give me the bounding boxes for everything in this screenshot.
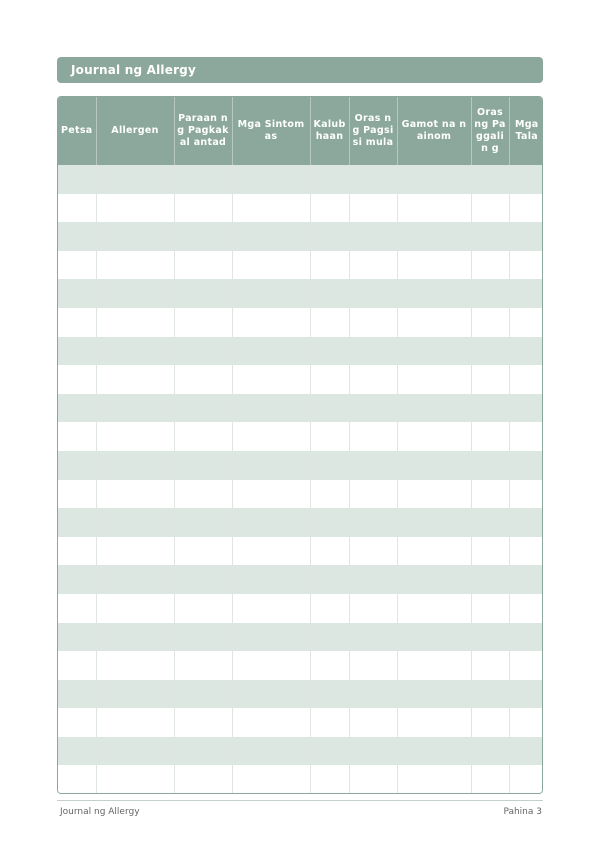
- table-cell[interactable]: [232, 623, 310, 652]
- table-cell[interactable]: [509, 565, 543, 594]
- table-cell[interactable]: [397, 680, 471, 709]
- table-cell[interactable]: [96, 308, 174, 337]
- table-cell[interactable]: [174, 537, 232, 566]
- table-row: [58, 394, 543, 423]
- table-cell[interactable]: [174, 451, 232, 480]
- table-cell[interactable]: [471, 508, 509, 537]
- table-cell[interactable]: [349, 222, 397, 251]
- table-cell[interactable]: [58, 365, 96, 394]
- column-header-oras-pagsisimula: Oras ng Pagsisi mula: [349, 97, 397, 165]
- table-cell[interactable]: [232, 308, 310, 337]
- table-cell[interactable]: [397, 565, 471, 594]
- table-row: [58, 737, 543, 766]
- table-cell[interactable]: [349, 508, 397, 537]
- table-cell[interactable]: [310, 680, 349, 709]
- table-row: [58, 565, 543, 594]
- table-cell[interactable]: [232, 680, 310, 709]
- table-cell[interactable]: [509, 765, 543, 794]
- table-cell[interactable]: [174, 365, 232, 394]
- table-cell[interactable]: [96, 194, 174, 223]
- table-cell[interactable]: [509, 537, 543, 566]
- table-cell[interactable]: [96, 708, 174, 737]
- journal-table: [58, 97, 543, 794]
- table-cell[interactable]: [58, 651, 96, 680]
- table-cell[interactable]: [397, 394, 471, 423]
- table-cell[interactable]: [232, 765, 310, 794]
- table-cell[interactable]: [232, 565, 310, 594]
- table-cell[interactable]: [96, 623, 174, 652]
- table-cell[interactable]: [58, 565, 96, 594]
- table-cell[interactable]: [232, 337, 310, 366]
- column-header-gamot: Gamot na nainom: [397, 97, 471, 165]
- table-cell[interactable]: [471, 279, 509, 308]
- table-cell[interactable]: [58, 680, 96, 709]
- table-cell[interactable]: [96, 365, 174, 394]
- table-cell[interactable]: [471, 708, 509, 737]
- table-cell[interactable]: [471, 251, 509, 280]
- table-cell[interactable]: [471, 222, 509, 251]
- table-cell[interactable]: [310, 194, 349, 223]
- column-header-petsa: Petsa: [58, 97, 96, 165]
- table-cell[interactable]: [96, 394, 174, 423]
- table-cell[interactable]: [58, 594, 96, 623]
- table-cell[interactable]: [509, 365, 543, 394]
- table-cell[interactable]: [96, 279, 174, 308]
- table-cell[interactable]: [397, 251, 471, 280]
- table-cell[interactable]: [349, 337, 397, 366]
- page-title: Journal ng Allergy: [71, 63, 196, 77]
- table-cell[interactable]: [471, 565, 509, 594]
- table-cell[interactable]: [349, 480, 397, 509]
- table-cell[interactable]: [232, 422, 310, 451]
- table-cell[interactable]: [232, 279, 310, 308]
- table-cell[interactable]: [310, 537, 349, 566]
- table-cell[interactable]: [349, 594, 397, 623]
- table-cell[interactable]: [58, 394, 96, 423]
- table-cell[interactable]: [96, 680, 174, 709]
- table-cell[interactable]: [96, 165, 174, 194]
- table-cell[interactable]: [310, 451, 349, 480]
- table-cell[interactable]: [310, 222, 349, 251]
- table-cell[interactable]: [310, 279, 349, 308]
- table-cell[interactable]: [471, 165, 509, 194]
- table-row: [58, 279, 543, 308]
- table-cell[interactable]: [96, 251, 174, 280]
- table-cell[interactable]: [471, 765, 509, 794]
- table-cell[interactable]: [58, 537, 96, 566]
- table-cell[interactable]: [310, 251, 349, 280]
- table-cell[interactable]: [310, 337, 349, 366]
- table-cell[interactable]: [58, 737, 96, 766]
- table-cell[interactable]: [509, 194, 543, 223]
- table-cell[interactable]: [471, 365, 509, 394]
- table-cell[interactable]: [58, 480, 96, 509]
- table-cell[interactable]: [349, 680, 397, 709]
- table-cell[interactable]: [310, 308, 349, 337]
- table-cell[interactable]: [232, 394, 310, 423]
- table-cell[interactable]: [174, 251, 232, 280]
- table-cell[interactable]: [349, 308, 397, 337]
- table-row: [58, 308, 543, 337]
- table-cell[interactable]: [58, 165, 96, 194]
- table-cell[interactable]: [397, 308, 471, 337]
- table-row: [58, 251, 543, 280]
- table-cell[interactable]: [397, 737, 471, 766]
- table-cell[interactable]: [509, 680, 543, 709]
- table-cell[interactable]: [397, 480, 471, 509]
- table-cell[interactable]: [58, 451, 96, 480]
- footer-title: Journal ng Allergy: [60, 807, 140, 817]
- journal-table-frame: [57, 96, 543, 794]
- table-cell[interactable]: [471, 537, 509, 566]
- column-header-kalubhaan: Kalub haan: [310, 97, 349, 165]
- table-row: [58, 623, 543, 652]
- table-cell[interactable]: [471, 737, 509, 766]
- table-cell[interactable]: [174, 279, 232, 308]
- table-cell[interactable]: [349, 737, 397, 766]
- table-cell[interactable]: [349, 708, 397, 737]
- table-cell[interactable]: [509, 708, 543, 737]
- table-cell[interactable]: [310, 165, 349, 194]
- table-cell[interactable]: [232, 651, 310, 680]
- table-cell[interactable]: [349, 194, 397, 223]
- table-cell[interactable]: [96, 651, 174, 680]
- table-cell[interactable]: [509, 651, 543, 680]
- table-cell[interactable]: [58, 279, 96, 308]
- table-cell[interactable]: [58, 308, 96, 337]
- table-cell[interactable]: [349, 365, 397, 394]
- table-cell[interactable]: [509, 737, 543, 766]
- table-cell[interactable]: [397, 279, 471, 308]
- table-cell[interactable]: [471, 337, 509, 366]
- table-row: [58, 222, 543, 251]
- footer-divider: [57, 800, 543, 801]
- table-cell[interactable]: [397, 765, 471, 794]
- table-cell[interactable]: [397, 594, 471, 623]
- table-cell[interactable]: [310, 365, 349, 394]
- table-cell[interactable]: [349, 251, 397, 280]
- table-cell[interactable]: [96, 565, 174, 594]
- table-row: [58, 365, 543, 394]
- table-cell[interactable]: [310, 508, 349, 537]
- table-cell[interactable]: [310, 708, 349, 737]
- table-cell[interactable]: [310, 594, 349, 623]
- column-header-sintomas: Mga Sintomas: [232, 97, 310, 165]
- table-cell[interactable]: [310, 623, 349, 652]
- table-cell[interactable]: [174, 651, 232, 680]
- table-cell[interactable]: [174, 623, 232, 652]
- table-cell[interactable]: [471, 394, 509, 423]
- table-cell[interactable]: [509, 337, 543, 366]
- table-cell[interactable]: [174, 337, 232, 366]
- table-cell[interactable]: [471, 422, 509, 451]
- table-cell[interactable]: [232, 737, 310, 766]
- table-cell[interactable]: [96, 222, 174, 251]
- table-cell[interactable]: [471, 308, 509, 337]
- table-cell[interactable]: [397, 537, 471, 566]
- table-cell[interactable]: [397, 651, 471, 680]
- table-cell[interactable]: [509, 451, 543, 480]
- table-row: [58, 708, 543, 737]
- table-cell[interactable]: [96, 765, 174, 794]
- column-header-oras-paggaling: Oras ng Pa ggalin g: [471, 97, 509, 165]
- table-cell[interactable]: [349, 651, 397, 680]
- table-cell[interactable]: [96, 737, 174, 766]
- table-cell[interactable]: [174, 708, 232, 737]
- table-cell[interactable]: [471, 480, 509, 509]
- table-cell[interactable]: [471, 594, 509, 623]
- table-cell[interactable]: [509, 422, 543, 451]
- table-cell[interactable]: [174, 480, 232, 509]
- table-cell[interactable]: [174, 222, 232, 251]
- table-cell[interactable]: [96, 537, 174, 566]
- table-cell[interactable]: [58, 708, 96, 737]
- table-cell[interactable]: [509, 165, 543, 194]
- table-row: [58, 194, 543, 223]
- table-cell[interactable]: [509, 594, 543, 623]
- page-title-bar: [57, 57, 543, 83]
- table-row: [58, 337, 543, 366]
- table-cell[interactable]: [397, 623, 471, 652]
- table-cell[interactable]: [471, 451, 509, 480]
- table-cell[interactable]: [310, 765, 349, 794]
- table-cell[interactable]: [397, 165, 471, 194]
- table-cell[interactable]: [397, 708, 471, 737]
- table-cell[interactable]: [509, 251, 543, 280]
- table-header-row: [58, 97, 543, 165]
- table-row: [58, 680, 543, 709]
- table-cell[interactable]: [397, 422, 471, 451]
- table-cell[interactable]: [58, 623, 96, 652]
- table-cell[interactable]: [310, 737, 349, 766]
- table-row: [58, 594, 543, 623]
- table-cell[interactable]: [232, 222, 310, 251]
- table-cell[interactable]: [471, 680, 509, 709]
- table-cell[interactable]: [232, 480, 310, 509]
- table-cell[interactable]: [349, 451, 397, 480]
- table-cell[interactable]: [397, 194, 471, 223]
- table-cell[interactable]: [58, 508, 96, 537]
- table-cell[interactable]: [349, 565, 397, 594]
- table-cell[interactable]: [471, 651, 509, 680]
- table-cell[interactable]: [471, 623, 509, 652]
- table-cell[interactable]: [471, 194, 509, 223]
- table-cell[interactable]: [174, 165, 232, 194]
- table-cell[interactable]: [58, 765, 96, 794]
- table-body: [58, 165, 543, 794]
- table-cell[interactable]: [349, 422, 397, 451]
- table-row: [58, 451, 543, 480]
- table-cell[interactable]: [174, 565, 232, 594]
- table-cell[interactable]: [96, 337, 174, 366]
- table-cell[interactable]: [509, 394, 543, 423]
- table-cell[interactable]: [232, 451, 310, 480]
- table-cell[interactable]: [310, 565, 349, 594]
- table-cell[interactable]: [96, 480, 174, 509]
- table-cell[interactable]: [174, 765, 232, 794]
- table-cell[interactable]: [174, 680, 232, 709]
- table-cell[interactable]: [232, 165, 310, 194]
- table-cell[interactable]: [174, 394, 232, 423]
- table-cell[interactable]: [349, 394, 397, 423]
- table-cell[interactable]: [174, 737, 232, 766]
- table-cell[interactable]: [310, 480, 349, 509]
- table-cell[interactable]: [349, 765, 397, 794]
- table-cell[interactable]: [232, 508, 310, 537]
- table-cell[interactable]: [58, 194, 96, 223]
- column-header-allergen: Allergen: [96, 97, 174, 165]
- table-row: [58, 765, 543, 794]
- table-row: [58, 480, 543, 509]
- table-cell[interactable]: [349, 537, 397, 566]
- column-header-tala: Mga Tala: [509, 97, 543, 165]
- table-cell[interactable]: [232, 251, 310, 280]
- table-cell[interactable]: [174, 508, 232, 537]
- table-cell[interactable]: [58, 222, 96, 251]
- table-row: [58, 508, 543, 537]
- table-cell[interactable]: [96, 508, 174, 537]
- table-cell[interactable]: [509, 623, 543, 652]
- table-cell[interactable]: [509, 480, 543, 509]
- table-cell[interactable]: [96, 594, 174, 623]
- table-cell[interactable]: [509, 279, 543, 308]
- table-cell[interactable]: [174, 422, 232, 451]
- table-cell[interactable]: [96, 422, 174, 451]
- table-cell[interactable]: [232, 594, 310, 623]
- table-cell[interactable]: [232, 365, 310, 394]
- table-cell[interactable]: [397, 451, 471, 480]
- table-cell[interactable]: [349, 623, 397, 652]
- table-cell[interactable]: [96, 451, 174, 480]
- table-cell[interactable]: [174, 194, 232, 223]
- table-cell[interactable]: [397, 337, 471, 366]
- table-cell[interactable]: [58, 422, 96, 451]
- table-row: [58, 165, 543, 194]
- table-cell[interactable]: [397, 365, 471, 394]
- table-cell[interactable]: [509, 508, 543, 537]
- table-cell[interactable]: [349, 279, 397, 308]
- table-cell[interactable]: [232, 708, 310, 737]
- table-cell[interactable]: [349, 165, 397, 194]
- table-row: [58, 651, 543, 680]
- table-cell[interactable]: [310, 422, 349, 451]
- column-header-paraan: Paraan ng Pagkakal antad: [174, 97, 232, 165]
- table-cell[interactable]: [58, 337, 96, 366]
- table-cell[interactable]: [174, 308, 232, 337]
- table-cell[interactable]: [397, 222, 471, 251]
- table-cell[interactable]: [509, 308, 543, 337]
- table-cell[interactable]: [310, 394, 349, 423]
- table-cell[interactable]: [310, 651, 349, 680]
- table-cell[interactable]: [174, 594, 232, 623]
- table-cell[interactable]: [232, 537, 310, 566]
- table-cell[interactable]: [397, 508, 471, 537]
- table-cell[interactable]: [232, 194, 310, 223]
- page-number: Pahina 3: [503, 807, 542, 817]
- table-cell[interactable]: [509, 222, 543, 251]
- table-row: [58, 537, 543, 566]
- table-cell[interactable]: [58, 251, 96, 280]
- table-row: [58, 422, 543, 451]
